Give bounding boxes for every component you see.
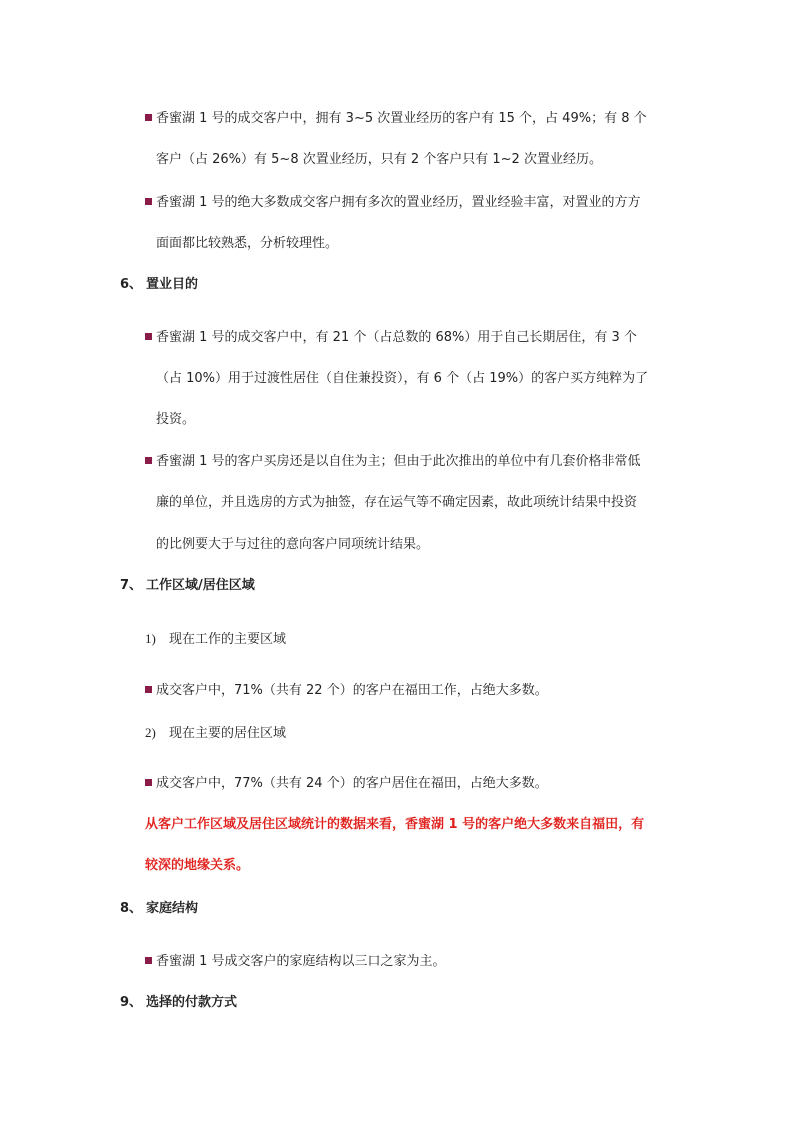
paragraph-line: 香蜜湖 1 号成交客户的家庭结构以三口之家为主。: [156, 954, 446, 969]
section-heading-7: [120, 578, 255, 594]
paragraph-line: 的比例要大于与过往的意向客户同项统计结果。: [156, 537, 430, 552]
section-heading-8: [120, 901, 198, 917]
square-bullet-icon: [145, 957, 152, 964]
paragraph-line: 香蜜湖 1 号的客户买房还是以自住为主；但由于此次推出的单位中有几套价格非常低: [156, 454, 641, 469]
paragraph-line: 成交客户中，77%（共有 24 个）的客户居住在福田，占绝大多数。: [156, 776, 548, 791]
highlighted-conclusion: 较深的地缘关系。: [145, 858, 250, 873]
square-bullet-icon: [145, 114, 152, 121]
section-title: 工作区域/居住区域: [146, 578, 255, 593]
square-bullet-icon: [145, 333, 152, 340]
square-bullet-icon: [145, 198, 152, 205]
section-title: 家庭结构: [146, 901, 199, 916]
list-index: 1): [145, 631, 156, 646]
section-number: 9、: [120, 995, 143, 1010]
section-number: 7、: [120, 578, 143, 593]
section-number: 8、: [120, 901, 143, 916]
numbered-item: [145, 631, 286, 648]
section-heading-9: [120, 995, 237, 1011]
paragraph-line: 香蜜湖 1 号的成交客户中，有 21 个（占总数的 68%）用于自己长期居住，有 3 个: [156, 330, 637, 345]
paragraph-line: 廉的单位，并且选房的方式为抽签，存在运气等不确定因素，故此项统计结果中投资: [156, 495, 638, 510]
paragraph-line: 成交客户中，71%（共有 22 个）的客户在福田工作，占绝大多数。: [156, 683, 548, 698]
paragraph-line: 香蜜湖 1 号的绝大多数成交客户拥有多次的置业经历，置业经验丰富，对置业的方方: [156, 195, 641, 210]
section-title: 选择的付款方式: [146, 995, 238, 1010]
paragraph-line: 面面都比较熟悉，分析较理性。: [156, 236, 339, 251]
paragraph-line: 客户（占 26%）有 5~8 次置业经历，只有 2 个客户只有 1~2 次置业经历。: [156, 152, 602, 167]
highlighted-conclusion: 从客户工作区域及居住区域统计的数据来看，香蜜湖 1 号的客户绝大多数来自福田，有: [145, 817, 645, 832]
list-index: 2): [145, 725, 156, 740]
paragraph-line: 香蜜湖 1 号的成交客户中，拥有 3~5 次置业经历的客户有 15 个，占 49%；有 8 个: [156, 111, 647, 126]
square-bullet-icon: [145, 686, 152, 693]
paragraph-line: （占 10%）用于过渡性居住（自住兼投资），有 6 个（占 19%）的客户买方纯粹为了: [156, 371, 649, 386]
square-bullet-icon: [145, 779, 152, 786]
section-title: 置业目的: [146, 277, 199, 292]
list-label: 现在工作的主要区域: [169, 632, 287, 647]
numbered-item: [145, 725, 286, 742]
section-heading-6: [120, 277, 198, 293]
list-label: 现在主要的居住区域: [169, 726, 287, 741]
paragraph-line: 投资。: [156, 412, 196, 427]
square-bullet-icon: [145, 457, 152, 464]
section-number: 6、: [120, 277, 143, 292]
